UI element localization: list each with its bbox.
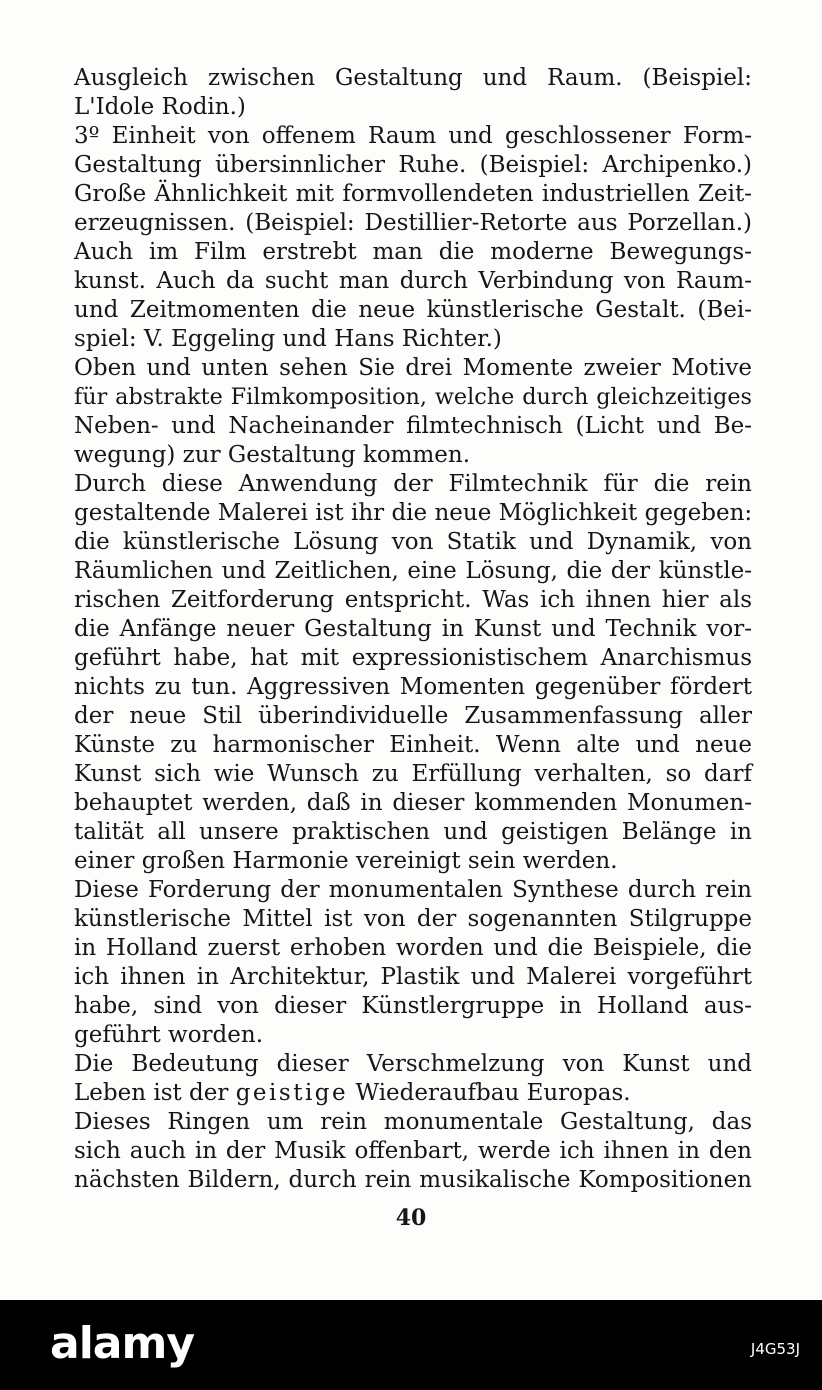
text-line: Oben und unten sehen Sie drei Momente zweier Motive [74, 355, 752, 381]
text-line: L'Idole Rodin.) [74, 94, 246, 120]
text-line: Neben- und Nacheinander filmtechnisch (Licht und Be- [74, 413, 752, 439]
text-line: künstlerische Mittel ist von der sogenannten Stilgruppe [74, 906, 752, 932]
text-line: in Holland zuerst erhoben worden und die Beispiele, die [74, 935, 752, 961]
text-line: Räumlichen und Zeitlichen, eine Lösung, die der künstle- [74, 558, 752, 584]
text-line: nächsten Bildern, durch rein musikalische Kompositionen [74, 1167, 752, 1193]
text-line: erzeugnissen. (Beispiel: Destillier-Retorte aus Porzellan.) [74, 210, 752, 236]
text-line: gestaltende Malerei ist ihr die neue Möglichkeit gegeben: [74, 500, 753, 526]
page-number: 40 [395, 1205, 427, 1231]
text-line: rischen Zeitforderung entspricht. Was ich ihnen hier als [74, 587, 752, 613]
text-line: talität all unsere praktischen und geistigen Belänge in [74, 819, 752, 845]
text-line: ich ihnen in Architektur, Plastik und Malerei vorgeführt [74, 964, 752, 990]
alamy-logo: alamy [50, 1318, 194, 1369]
text-line: 3º Einheit von offenem Raum und geschlossener Form- [74, 123, 752, 149]
text-line: Auch im Film erstrebt man die moderne Bewegungs- [74, 239, 752, 265]
text-line: Kunst sich wie Wunsch zu Erfüllung verhalten, so darf [74, 761, 752, 787]
text-line: Durch diese Anwendung der Filmtechnik für die rein [74, 471, 752, 497]
text-line: habe, sind von dieser Künstlergruppe in Holland aus- [74, 993, 752, 1019]
text-line: Ausgleich zwischen Gestaltung und Raum. (Beispiel: [74, 65, 752, 91]
text-line: einer großen Harmonie vereinigt sein werden. [74, 848, 618, 874]
text-line: geführt habe, hat mit expressionistischem Anarchismus [74, 645, 752, 671]
text-line: Die Bedeutung dieser Verschmelzung von Kunst und [74, 1051, 752, 1077]
emphasized-word: geistige [235, 1080, 349, 1106]
text-line: Leben ist der geistige Wiederaufbau Europas. [74, 1080, 631, 1106]
text-line: und Zeitmomenten die neue künstlerische Gestalt. (Bei- [74, 297, 752, 323]
body-text [74, 64, 752, 1195]
text-line: behauptet werden, daß in dieser kommenden Monumen- [74, 790, 752, 816]
text-line: der neue Stil überindividuelle Zusammenfassung aller [74, 703, 752, 729]
text-line: Dieses Ringen um rein monumentale Gestaltung, das [74, 1109, 752, 1135]
image-code: J4G53J [750, 1340, 800, 1358]
text-line: sich auch in der Musik offenbart, werde ich ihnen in den [74, 1138, 752, 1164]
text-line: Große Ähnlichkeit mit formvollendeten industriellen Zeit- [74, 181, 752, 207]
text-line: für abstrakte Filmkomposition, welche durch gleichzeitiges [74, 384, 752, 410]
text-line: Künste zu harmonischer Einheit. Wenn alte und neue [74, 732, 752, 758]
text-line: die Anfänge neuer Gestaltung in Kunst und Technik vor- [74, 616, 752, 642]
text-line: geführt worden. [74, 1022, 264, 1048]
text-line: die künstlerische Lösung von Statik und Dynamik, von [74, 529, 752, 555]
text-line: kunst. Auch da sucht man durch Verbindung von Raum- [74, 268, 752, 294]
text-line: Gestaltung übersinnlicher Ruhe. (Beispiel: Archipenko.) [74, 152, 752, 178]
text-line: spiel: V. Eggeling und Hans Richter.) [74, 326, 502, 352]
text-line: Diese Forderung der monumentalen Synthese durch rein [74, 877, 752, 903]
text-line: wegung) zur Gestaltung kommen. [74, 442, 471, 468]
text-line: nichts zu tun. Aggressiven Momenten gegenüber fördert [74, 674, 752, 700]
